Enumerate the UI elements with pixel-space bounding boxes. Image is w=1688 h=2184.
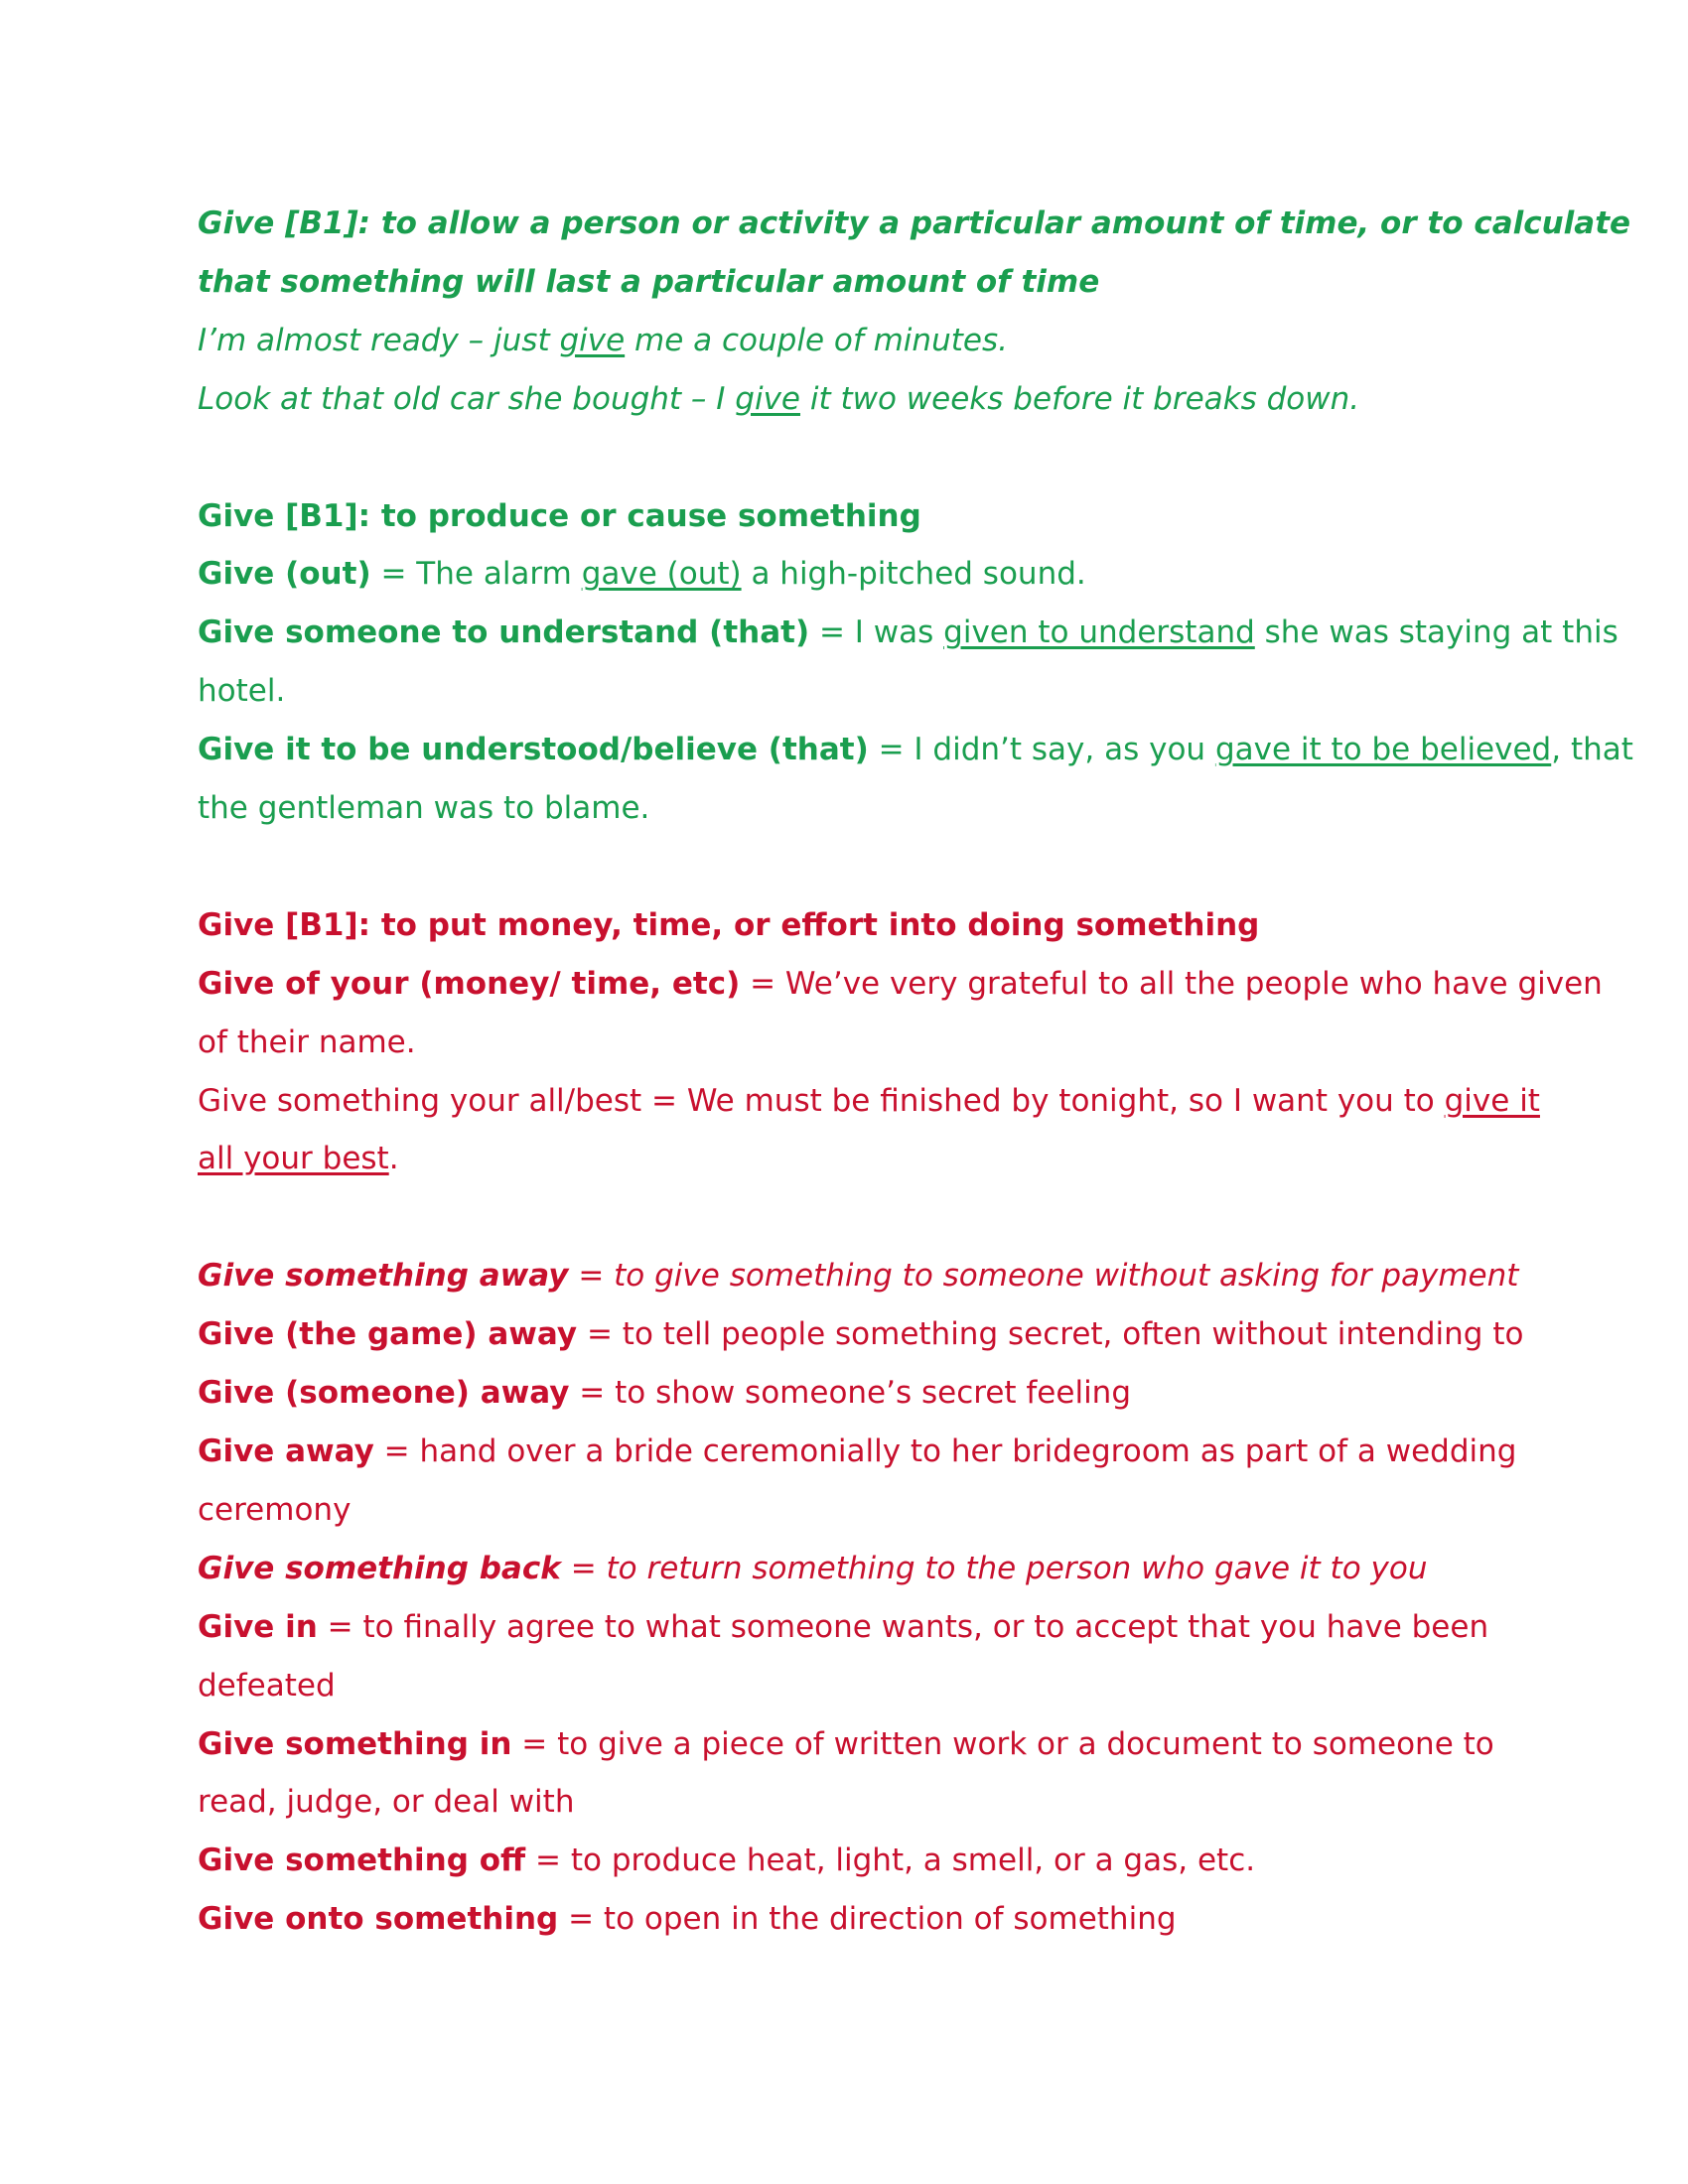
phrasal-entry-give-the-game-away: Give (the game) away = to tell people something secret, often without intending to [198, 1316, 1524, 1353]
spacer [198, 1188, 1498, 1247]
section3-entry-continued: of their name. [198, 1024, 416, 1060]
section2-entry-continued: hotel. [198, 673, 286, 710]
document-page [198, 195, 1633, 1949]
section3-entry-continued: all your best. [198, 1141, 399, 1177]
spacer [198, 838, 1498, 896]
phrasal-entry-give-someone-away: Give (someone) away = to show someone’s secret feeling [198, 1375, 1132, 1412]
spacer [198, 429, 1498, 487]
section1-heading-continued: that something will last a particular amount of time [198, 263, 1100, 300]
phrasal-entry-give-onto-something: Give onto something = to open in the direction of something [198, 1901, 1177, 1938]
section2-entry-give-out: Give (out) = The alarm gave (out) a high-pitched sound. [198, 556, 1086, 593]
section3-entry-give-of-your: Give of your (money/ time, etc) = We’ve very grateful to all the people who have given [198, 965, 1603, 1002]
phrasal-entry-continued: defeated [198, 1667, 336, 1704]
phrasal-entry-continued: read, judge, or deal with [198, 1784, 575, 1821]
section2-entry-give-it-to-be-understood: Give it to be understood/believe (that) = I didn’t say, as you gave it to be believed, that [198, 732, 1633, 768]
section1-example-1: I’m almost ready – just give me a couple of minutes. [198, 322, 1008, 358]
phrasal-entry-give-something-away: Give something away = to give something to someone without asking for payment [198, 1258, 1519, 1295]
phrasal-entry-give-something-in: Give something in = to give a piece of written work or a document to someone to [198, 1725, 1494, 1762]
section1-example-2: Look at that old car she bought – I give it two weeks before it breaks down. [198, 380, 1360, 417]
phrasal-entry-give-away: Give away = hand over a bride ceremonially to her bridegroom as part of a wedding [198, 1433, 1517, 1469]
section3-heading: Give [B1]: to put money, time, or effort into doing something [198, 906, 1260, 943]
phrasal-entry-continued: ceremony [198, 1491, 352, 1528]
phrasal-entry-give-something-off: Give something off = to produce heat, light, a smell, or a gas, etc. [198, 1843, 1256, 1879]
section3-entry-give-your-all: Give something your all/best = We must be finished by tonight, so I want you to give it [198, 1082, 1540, 1119]
phrasal-entry-give-something-back: Give something back = to return something to the person who gave it to you [198, 1550, 1428, 1586]
section1-heading: Give [B1]: to allow a person or activity a particular amount of time, or to calculate [198, 205, 1631, 241]
section2-entry-continued: the gentleman was to blame. [198, 790, 650, 827]
section2-entry-give-someone-to-understand: Give someone to understand (that) = I was given to understand she was staying at this [198, 614, 1618, 651]
phrasal-entry-give-in: Give in = to finally agree to what someone wants, or to accept that you have been [198, 1608, 1489, 1645]
section2-heading: Give [B1]: to produce or cause something [198, 497, 921, 534]
